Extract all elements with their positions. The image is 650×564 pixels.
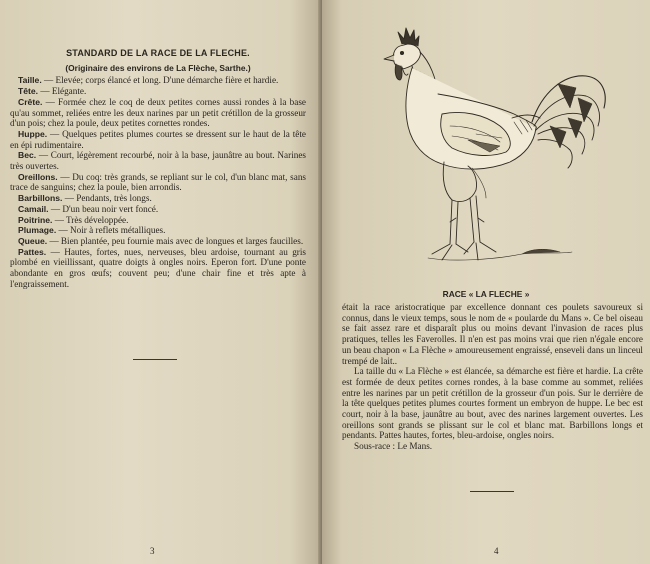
page-number: 3 — [150, 546, 155, 556]
entry-text: — Bien plantée, peu fournie mais avec de longues et larges faucilles. — [47, 235, 304, 246]
entry-term: Bec. — [18, 150, 37, 161]
entry-oreillons — [10, 172, 306, 193]
entry-text: — Quelques petites plumes courtes se dressent sur le haut de la tête en épi rudimentaire. — [10, 128, 306, 150]
entry-tete — [10, 86, 306, 97]
entry-huppe — [10, 129, 306, 150]
section-divider — [470, 491, 514, 492]
entry-term: Oreillons. — [18, 171, 58, 182]
body-paragraph: Sous-race : Le Mans. — [354, 441, 433, 452]
entry-term: Taille. — [18, 75, 42, 86]
entry-term: Pattes. — [18, 246, 47, 257]
standard-subtitle: (Originaire des environs de La Flèche, Sarthe.) — [65, 62, 251, 73]
standard-title: STANDARD DE LA RACE DE LA FLECHE. — [66, 48, 250, 58]
entry-text: — Hautes, fortes, nues, nerveuses, bleu ardoise, tournant au gris plombé en vieillissant, quatre doigts à ongles noirs. Eperon fort. D'une ponte abondante en gros œufs; couvent peu; d'une chair fine et très apte à l'engraissement. — [10, 246, 306, 289]
entry-term: Queue. — [18, 235, 48, 246]
entry-term: Camail. — [18, 203, 49, 214]
entry-poitrine — [10, 215, 306, 226]
entry-crete — [10, 97, 306, 129]
body-paragraph: était la race aristocratique par excellence donnant ces poulets savoureux si connus, dans le vieux temps, sous le nom de « poularde du Mans ». Ce bel oiseau se fait assez rare et disparaît plus ou moins devant l'invasion de races plus pratiques, telles les Faverolles. Il n'en est pas moins vrai que rien n'égale encore un beau chapon « La Flèche » amoureusement engraissé, enseveli dans un linceul trempé de lait.. — [342, 302, 643, 366]
entry-plumage — [10, 225, 306, 236]
entry-text: — Elégante. — [38, 86, 87, 97]
entry-pattes — [10, 247, 306, 290]
rooster-illustration — [372, 22, 612, 290]
entry-camail — [10, 204, 306, 215]
entry-taille — [10, 75, 306, 86]
entry-text: — D'un beau noir vert foncé. — [48, 203, 159, 214]
entry-bec — [10, 150, 306, 171]
section-divider — [133, 359, 177, 360]
illustration-caption: RACE « LA FLECHE » — [442, 289, 530, 299]
entry-text: — Formée chez le coq de deux petites cornes aussi rondes à la base qu'au sommet, reliées entre les deux narines par un petit crétillon de la grosseur d'un pois; chez la poule, deux petites cornettes rondes. — [10, 96, 306, 129]
left-page-text — [10, 48, 306, 289]
entry-text: — Noir à reflets métalliques. — [56, 225, 166, 236]
entry-term: Poitrine. — [18, 214, 53, 225]
entry-term: Tête. — [18, 86, 39, 97]
entry-term: Plumage. — [18, 225, 57, 236]
page-number: 4 — [494, 546, 499, 556]
body-paragraph: La taille du « La Flèche » est élancée, sa démarche est fière et hardie. La crête est formée de deux petites cornes rondes, à la base comme au sommet, reliées entre les narines par un petit crétillon de la grosseur d'un pois. Sur le derrière de la tête quelques petites plumes courtes forment un embryon de huppe. Le bec est court, noir à la base, jaunâtre au bout, avec des narines largement ouvertes. Les oreillons sont grands se plissant sur le col et blanc mat. Barbillons longs et pendants. Pattes hautes, fortes, bleu-ardoise, ongles noirs. — [342, 366, 643, 441]
entry-term: Huppe. — [18, 128, 48, 139]
entry-text: — Pendants, très longs. — [62, 193, 152, 204]
entry-term: Crête. — [18, 96, 43, 107]
entry-text: — Du coq: très grands, se repliant sur le col, d'un blanc mat, sans trace de sanguins; chez la poule, bien arrondis. — [10, 171, 306, 193]
entry-text: — Court, légèrement recourbé, noir à la base, jaunâtre au bout. Narines très ouvertes. — [10, 150, 306, 172]
entry-term: Barbillons. — [18, 193, 63, 204]
left-page — [0, 0, 322, 564]
right-page — [322, 0, 650, 564]
entry-text: — Très développée. — [52, 214, 129, 225]
entry-queue — [10, 236, 306, 247]
right-page-text — [342, 302, 643, 452]
entry-text: — Elevée; corps élancé et long. D'une démarche fière et hardie. — [41, 75, 279, 86]
entry-barbillons — [10, 193, 306, 204]
